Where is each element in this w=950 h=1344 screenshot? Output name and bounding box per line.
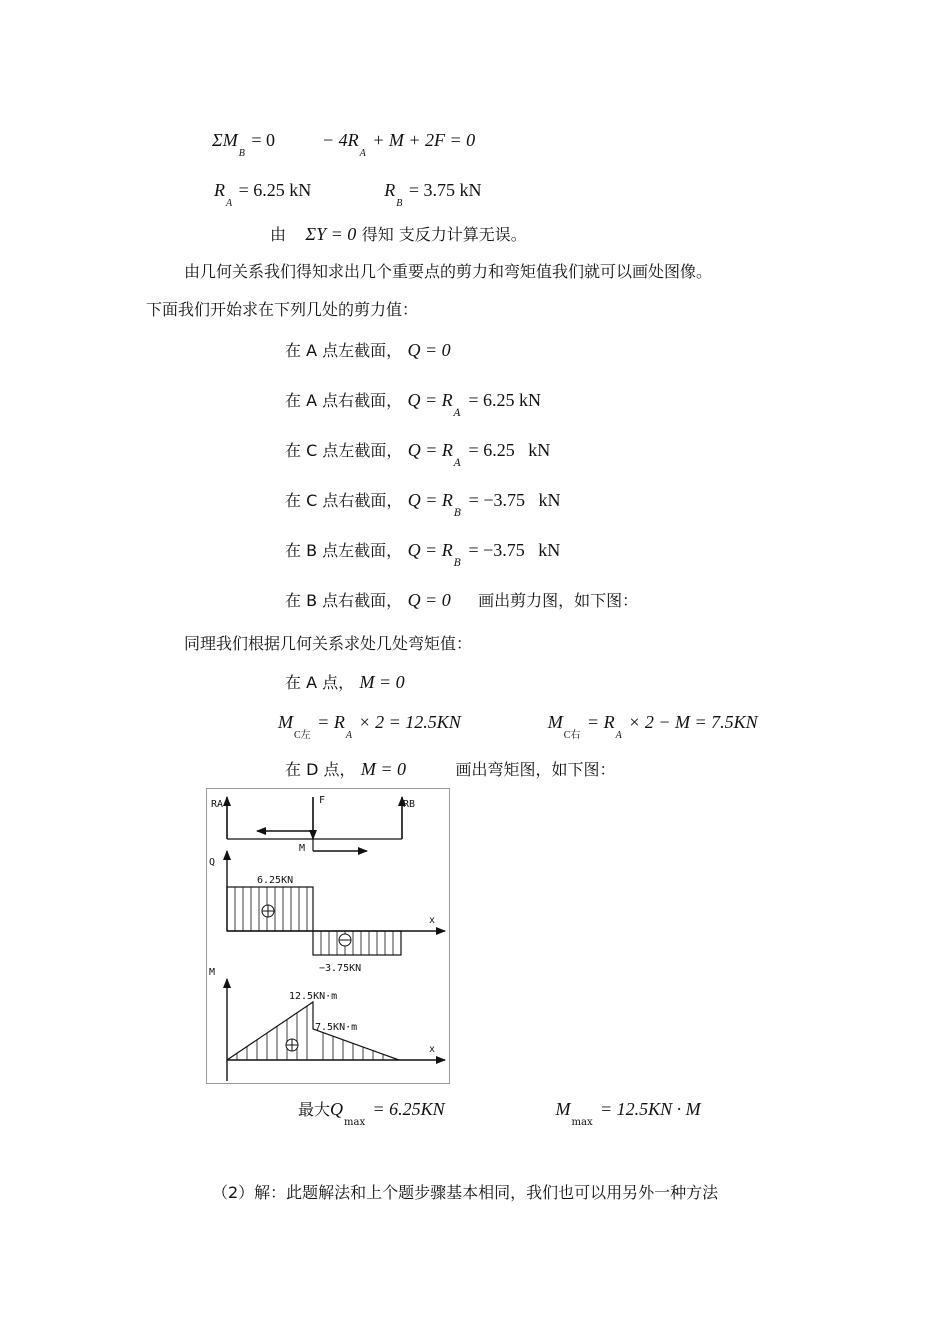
shear-sub: A — [453, 458, 462, 469]
label-m-axis: M — [209, 967, 216, 978]
shear-post: 画出剪力图，如下图： — [478, 591, 639, 610]
mc-left-sub: C左 — [294, 730, 311, 741]
shear-formula: Q = R — [407, 490, 453, 510]
rb-symbol: R — [384, 180, 396, 200]
label-f: F — [319, 795, 326, 806]
mc-left-rest: × 2 = 12.5KN — [358, 712, 461, 732]
shear-sub: B — [453, 508, 462, 519]
eq-r2: + M + 2F = 0 — [372, 130, 476, 150]
rb-sub: B — [396, 198, 403, 209]
m-max-sub: max — [571, 1117, 593, 1128]
shear-value: = 6.25 kN — [468, 390, 541, 410]
shear-row-a-right — [285, 388, 541, 419]
moment-row-d — [285, 757, 615, 782]
moment-label: 在 D 点， — [285, 760, 356, 779]
shear-row-c-right — [285, 488, 561, 519]
shear-formula: Q = R — [407, 540, 453, 560]
moment-label: 在 A 点， — [285, 673, 355, 692]
shear-row-a-left — [285, 338, 451, 363]
label-m: M — [299, 843, 306, 854]
label-m-x: x — [429, 1044, 436, 1055]
shear-label: 在 B 点右截面， — [285, 591, 403, 610]
beam-diagram-figure — [206, 788, 450, 1084]
shear-formula: Q = R — [407, 390, 453, 410]
moment-diagram — [209, 967, 445, 1081]
load-diagram — [211, 795, 415, 854]
mc-left-rsub: A — [345, 730, 352, 741]
shear-formula: Q = R — [407, 440, 453, 460]
label-q-axis: Q — [209, 857, 216, 868]
q-max-symbol: Q — [330, 1099, 344, 1119]
shear-label: 在 C 点右截面， — [285, 491, 403, 510]
shear-value: = −3.75 kN — [468, 540, 561, 560]
moment-hatch — [237, 1006, 383, 1060]
paragraph-2: 同理我们根据几何关系求处几处弯矩值： — [184, 634, 473, 653]
paragraph-1-line-2: 下面我们开始求在下列几处的剪力值： — [146, 300, 419, 319]
label-q-positive: 6.25KN — [257, 875, 294, 886]
shear-label: 在 A 点右截面， — [285, 391, 403, 410]
moment-row-c — [278, 710, 758, 741]
eq-r1: − 4R — [321, 130, 359, 150]
label-ra: RA — [211, 799, 224, 810]
mc-right-rest: × 2 − M = 7.5KN — [628, 712, 758, 732]
check-formula: ΣY = 0 — [305, 224, 357, 244]
eq-r1-sub: A — [359, 148, 366, 159]
label-rb: RB — [403, 799, 416, 810]
q-max-value: = 6.25KN — [372, 1099, 445, 1119]
ra-value: = 6.25 kN — [238, 180, 312, 200]
label-q-negative: −3.75KN — [319, 963, 362, 974]
maxima-row — [298, 1097, 701, 1128]
q-max-sub: max — [344, 1117, 366, 1128]
paragraph-3: （2）解：此题解法和上个题步骤基本相同，我们也可以用另外一种方法 — [212, 1183, 719, 1202]
eq-lhs: ΣM — [212, 130, 238, 150]
moment-formula: M = 0 — [360, 759, 407, 779]
m-max-value: = 12.5KN · M — [600, 1099, 701, 1119]
check-post: 得知 支反力计算无误。 — [361, 225, 527, 244]
mc-left-eq: = R — [317, 712, 345, 732]
shear-label: 在 C 点左截面， — [285, 441, 403, 460]
shear-value: = −3.75 kN — [468, 490, 561, 510]
mc-left-m: M — [278, 712, 293, 732]
mc-right-m: M — [547, 712, 563, 732]
shear-negative-hatch — [321, 931, 393, 955]
mc-right-eq: = R — [586, 712, 615, 732]
check-pre: 由 — [270, 225, 287, 244]
equation-reactions — [214, 178, 482, 209]
shear-row-b-left — [285, 538, 561, 569]
shear-value: = 6.25 kN — [468, 440, 551, 460]
shear-formula: Q = 0 — [407, 590, 451, 610]
equation-moment-sum — [212, 128, 476, 159]
shear-negative-block — [313, 931, 401, 955]
shear-diagram — [209, 851, 445, 974]
ra-sub: A — [226, 198, 233, 209]
q-max-pre: 最大 — [298, 1100, 331, 1119]
eq-lhs-sub: B — [238, 148, 245, 159]
shear-label: 在 B 点左截面， — [285, 541, 403, 560]
shear-label: 在 A 点左截面， — [285, 341, 403, 360]
moment-formula: M = 0 — [359, 672, 405, 692]
shear-row-b-right — [285, 588, 638, 613]
rb-value: = 3.75 kN — [408, 180, 482, 200]
shear-sub: B — [453, 558, 462, 569]
label-m-second: 7.5KN·m — [315, 1022, 358, 1033]
moment-row-a — [285, 670, 405, 695]
shear-sub: A — [453, 408, 461, 419]
check-line — [270, 222, 527, 247]
label-m-max: 12.5KN·m — [289, 991, 338, 1002]
ra-symbol: R — [214, 180, 225, 200]
mc-right-rsub: A — [615, 730, 622, 741]
paragraph-1-line-1: 由几何关系我们得知求出几个重要点的剪力和弯矩值我们就可以画处图像。 — [184, 262, 713, 281]
shear-row-c-left — [285, 438, 551, 469]
shear-formula: Q = 0 — [407, 340, 451, 360]
beam-diagram-svg — [207, 789, 451, 1085]
mc-right-sub: C右 — [563, 730, 581, 741]
m-max-symbol: M — [555, 1099, 571, 1119]
eq-lhs-rest: = 0 — [251, 130, 275, 150]
label-q-x: x — [429, 915, 436, 926]
moment-post: 画出弯矩图，如下图： — [455, 760, 616, 779]
